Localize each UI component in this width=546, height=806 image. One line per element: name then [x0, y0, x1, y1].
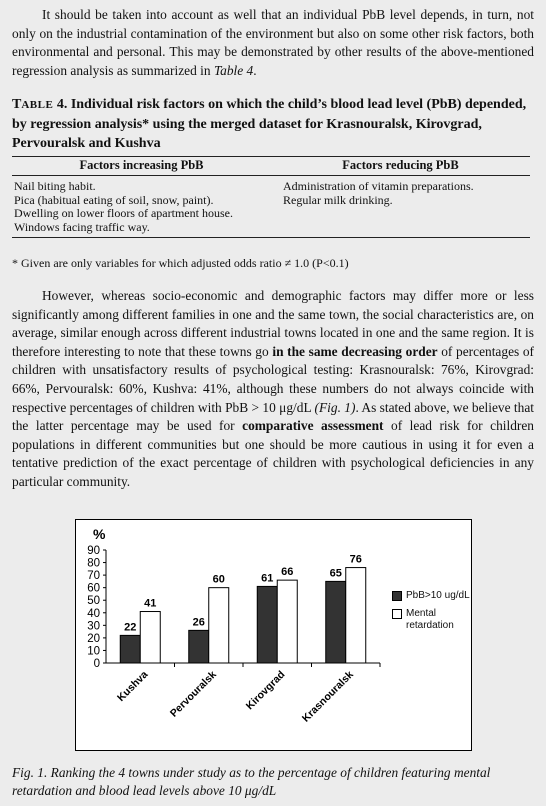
legend-item [392, 590, 470, 602]
reducing-factors-cell [271, 176, 530, 238]
table-header-row [12, 157, 530, 176]
bar-mental-retardation [209, 588, 229, 663]
x-tick-label: Krasnouralsk [299, 668, 356, 725]
intro-paragraph [12, 6, 534, 80]
legend-swatch [392, 591, 402, 601]
y-tick-label: 80 [87, 557, 100, 570]
data-label: 41 [144, 597, 157, 610]
list-item: Administration of vitamin preparations. [283, 179, 474, 194]
y-tick-label: 40 [87, 607, 100, 620]
y-tick-label: 60 [87, 582, 100, 595]
figure-caption: Fig. 1. Ranking the 4 towns under study as to the percentage of children featuring mental retardation and blood lead levels above 10 μg/dL [12, 765, 491, 798]
header-reducing: Factors reducing PbB [271, 157, 530, 176]
y-tick-label: 10 [87, 645, 100, 658]
figure-reference: (Fig. 1) [314, 399, 356, 415]
discussion-paragraph [12, 287, 534, 492]
list-item: Regular milk drinking. [283, 192, 393, 207]
bar-chart [75, 519, 472, 751]
increasing-factors-cell [12, 176, 271, 238]
y-axis-label: % [93, 526, 106, 542]
discussion-text-3: . As stated above, we believe that the latter percentage may be used for [12, 399, 535, 434]
list-item: Nail biting habit. [14, 179, 96, 194]
chart-legend [392, 590, 470, 638]
discussion-text-2: of percentages of children with unsatisfactory results of psychological testing: Krasnouralsk: 76%, Kirovgrad: 66%, Pervouralsk: 60%, Kushva: 41%, although these numbers do not always coincide with respective percentages of children with PbB > 10 μg/dL [12, 343, 535, 415]
data-label: 60 [212, 573, 225, 586]
legend-label: Mental retardation [406, 608, 454, 631]
discussion-text-4: of lead risk for children populations in different communities but one should be more cautious in using it for even a tentative prediction of the exact percentage of children with psychological deficiencies in any particular community. [12, 418, 534, 489]
bar-mental-retardation [140, 612, 160, 663]
caption-text: 4. Individual risk factors on which the child’s blood lead level (PbB) depended, by regression analysis* using the merged dataset for Krasnouralsk, Kirovgrad, Pervouralsk and Kushva [12, 97, 527, 151]
caption-smallcaps: ABLE [21, 99, 54, 111]
bar-pbb [257, 586, 277, 663]
y-tick-label: 20 [87, 632, 100, 645]
bar-mental-retardation [277, 580, 297, 663]
y-tick-label: 90 [87, 545, 100, 557]
x-tick-label: Pervouralsk [167, 668, 219, 720]
data-label: 66 [281, 566, 294, 579]
list-item: Windows facing traffic way. [14, 219, 150, 234]
list-item: Dwelling on lower floors of apartment house. [14, 206, 233, 221]
caption-initial: T [12, 97, 22, 112]
table-row [12, 176, 530, 238]
list-item: Pica (habitual eating of soil, snow, paint). [14, 192, 214, 207]
legend-label: PbB>10 ug/dL [406, 590, 470, 601]
table-footnote: * Given are only variables for which adjusted odds ratio ≠ 1.0 (P<0.1) [12, 256, 349, 270]
bar-pbb [189, 630, 209, 663]
data-label: 65 [329, 567, 342, 580]
header-increasing: Factors increasing PbB [12, 157, 271, 176]
data-label: 26 [192, 616, 205, 629]
bar-pbb [120, 635, 140, 663]
data-label: 22 [124, 621, 137, 634]
y-tick-label: 50 [87, 595, 100, 608]
emphasis-decreasing-order: in the same decreasing order [272, 343, 438, 359]
table-caption [12, 95, 534, 153]
legend-swatch [392, 609, 402, 619]
intro-end: . [253, 62, 257, 78]
intro-text: It should be taken into account as well that an individual PbB level depends, in turn, not only on the industrial contamination of the environment but also on some other risk factors, both environmental and personal. This may be demonstrated by other results of the above-mentioned regression analysis as summarized in [12, 7, 534, 78]
legend-item [392, 608, 470, 632]
x-tick-label: Kushva [115, 668, 151, 704]
table-reference: Table 4 [213, 62, 254, 78]
risk-factors-table [12, 156, 530, 238]
bar-pbb [326, 581, 346, 663]
emphasis-comparative-assessment: comparative assessment [242, 418, 384, 434]
y-tick-label: 0 [93, 658, 100, 670]
data-label: 76 [349, 553, 362, 566]
y-tick-label: 70 [87, 570, 100, 583]
discussion-text-1: However, whereas socio-economic and demographic factors may differ more or less significantly among different families in one and the same town, the social characteristics are, on average, similar enough across different industrial towns located in one and the same region. It is therefore interesting to note that these towns go [12, 288, 534, 359]
bar-mental-retardation [346, 568, 366, 663]
data-label: 61 [261, 572, 274, 585]
y-tick-label: 30 [87, 620, 100, 633]
x-tick-label: Kirovgrad [243, 668, 288, 713]
